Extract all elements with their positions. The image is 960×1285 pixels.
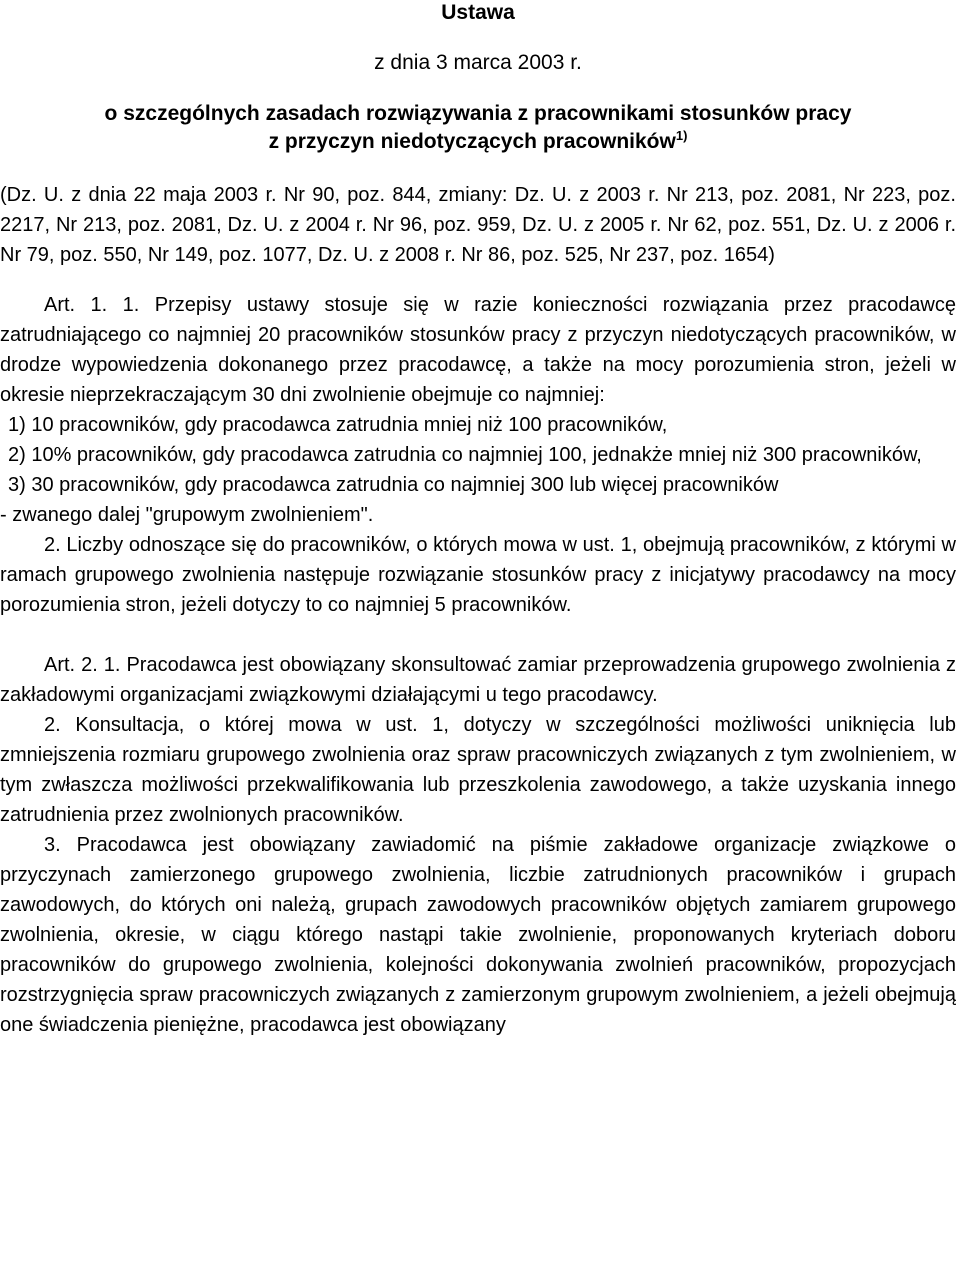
art1-paragraph-1: Art. 1. 1. Przepisy ustawy stosuje się w razie konieczności rozwiązania przez pracodawcę zatrudniającego co najmniej 20 pracowników stosunków pracy z przyczyn niedotyczących pracowników, w drodze wypowiedzenia dokonanego przez pracodawcę, a także na mocy porozumienia stron, jeżeli w okresie nieprzekraczającym 30 dni zwolnienie obejmuje co najmniej: bbox=[0, 294, 956, 406]
subtitle-line-2 bbox=[0, 128, 956, 156]
document-date: z dnia 3 marca 2003 r. bbox=[374, 51, 582, 74]
journal-reference: (Dz. U. z dnia 22 maja 2003 r. Nr 90, poz. 844, zmiany: Dz. U. z 2003 r. Nr 213, poz. 2081, Nr 223, poz. 2217, Nr 213, poz. 2081, Dz. U. z 2004 r. Nr 96, poz. 959, Dz. U. z 2005 r. Nr 62, poz. 551, Dz. U. z 2006 r. Nr 79, poz. 550, Nr 149, poz. 1077, Dz. U. z 2008 r. Nr 86, poz. 525, Nr 237, poz. 1654) bbox=[0, 184, 956, 266]
subtitle-line-1: o szczególnych zasadach rozwiązywania z pracownikami stosunków pracy bbox=[104, 102, 852, 125]
art2-paragraph-1: Art. 2. 1. Pracodawca jest obowiązany skonsultować zamiar przeprowadzenia grupowego zwolnienia z zakładowymi organizacjami związkowymi działającymi u tego pracodawcy. bbox=[0, 654, 956, 706]
art1-list-tail: - zwanego dalej "grupowym zwolnieniem". bbox=[0, 504, 374, 526]
article-1 bbox=[0, 290, 956, 620]
subtitle-line-2-text: z przyczyn niedotyczących pracowników bbox=[268, 130, 676, 153]
art1-list-item-1: 1) 10 pracowników, gdy pracodawca zatrudnia mniej niż 100 pracowników, bbox=[8, 414, 668, 436]
document-subtitle bbox=[0, 100, 956, 156]
art1-paragraph-2: 2. Liczby odnoszące się do pracowników, o których mowa w ust. 1, obejmują pracowników, z którymi w ramach grupowego zwolnienia następuje rozwiązanie stosunków pracy z inicjatywy pracodawcy na mocy porozumienia stron, jeżeli dotyczy to co najmniej 5 pracowników. bbox=[0, 534, 956, 616]
art1-list-item-2: 2) 10% pracowników, gdy pracodawca zatrudnia co najmniej 100, jednakże mniej niż 300 pracowników, bbox=[8, 444, 922, 466]
document-title: Ustawa bbox=[441, 1, 515, 24]
art2-paragraph-3: 3. Pracodawca jest obowiązany zawiadomić na piśmie zakładowe organizacje związkowe o przyczynach zamierzonego grupowego zwolnienia, liczbie zatrudnionych pracowników i grupach zawodowych, do których oni należą, grupach zawodowych pracowników objętych zamiarem grupowego zwolnienia, okresie, w ciągu którego nastąpi takie zwolnienie, proponowanych kryteriach doboru pracowników do grupowego zwolnienia, kolejności dokonywania zwolnień pracowników, propozycjach rozstrzygnięcia spraw pracowniczych związanych z zamierzonym grupowym zwolnieniem, a jeżeli obejmują one świadczenia pieniężne, pracodawca jest obowiązany bbox=[0, 834, 956, 1036]
art1-list-item-3: 3) 30 pracowników, gdy pracodawca zatrudnia co najmniej 300 lub więcej pracowników bbox=[8, 474, 779, 496]
art2-paragraph-2: 2. Konsultacja, o której mowa w ust. 1, dotyczy w szczególności możliwości uniknięcia lub zmniejszenia rozmiaru grupowego zwolnienia oraz spraw pracowniczych związanych z tym zwolnieniem, w tym zwłaszcza możliwości przekwalifikowania lub przeszkolenia zawodowego, a także uzyskania innego zatrudnienia przez zwolnionych pracowników. bbox=[0, 714, 956, 826]
article-2 bbox=[0, 650, 956, 1040]
footnote-mark: 1) bbox=[675, 128, 688, 143]
